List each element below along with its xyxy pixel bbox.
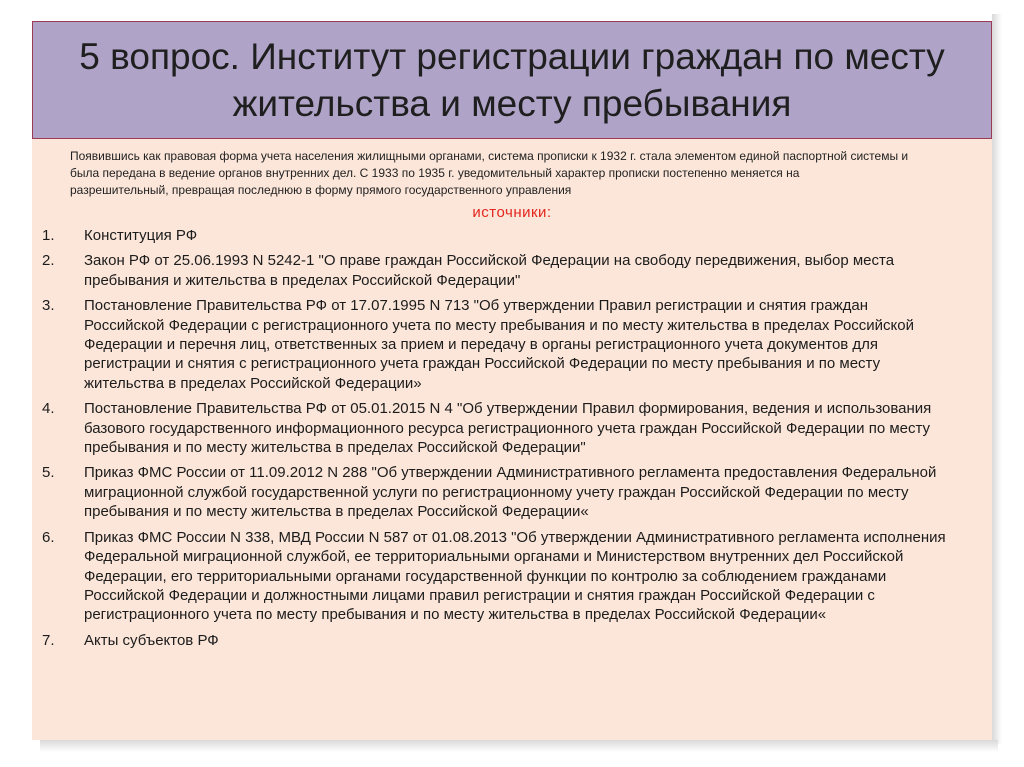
source-text-line: пребывания и по месту жительства в пределах Российской Федерации« xyxy=(84,503,589,521)
source-item xyxy=(32,463,992,521)
slide-shadow-bottom xyxy=(40,740,998,752)
intro-paragraph xyxy=(62,148,980,199)
source-text-line: регистрации и снятия с регистрационного учета граждан Российской Федерации по месту пребывания и по месту xyxy=(84,355,881,373)
source-number: 1. xyxy=(42,227,55,244)
source-text-line: Постановление Правительства РФ от 05.01.2015 N 4 "Об утверждении Правил формирования, ведения и использования xyxy=(84,400,932,418)
source-number: 6. xyxy=(42,528,55,546)
source-text-line: Конституция РФ xyxy=(84,227,198,244)
title-banner xyxy=(32,21,992,139)
slide-title xyxy=(72,33,952,127)
intro-line: была передана в ведение органов внутренних дел. С 1933 по 1935 г. уведомительный характер прописки постепенно меняется на xyxy=(70,166,800,180)
source-text-line: Российской Федерации с регистрационного учета по месту пребывания и по месту жительства в пределах Российской xyxy=(84,316,914,334)
source-text-line: Закон РФ от 25.06.1993 N 5242-1 "О праве граждан Российской Федерации на свободу передвижения, выбор места xyxy=(84,252,895,270)
slide xyxy=(32,21,992,740)
source-text-line: Постановление Правительства РФ от 17.07.1995 N 713 "Об утверждении Правил регистрации и снятия граждан xyxy=(84,297,869,315)
source-text-line: Федерации и перечня лиц, ответственных за прием и передачу в органы регистрационного учета документов для xyxy=(84,336,879,354)
intro-line: Появившись как правовая форма учета населения жилищными органами, система прописки к 1932 г. стала элементом единой паспортной системы и xyxy=(70,149,909,163)
source-text-line: Приказ ФМС России от 11.09.2012 N 288 "Об утверждении Административного регламента предоставления Федеральной xyxy=(84,464,937,482)
source-item xyxy=(32,399,992,457)
source-text-line: жительства в пределах Российской Федерации» xyxy=(84,374,422,392)
source-text-line: Российской Федерации и должностными лицами правил регистрации и снятия граждан Российской Федерации с xyxy=(84,586,875,604)
source-text-line: Акты субъектов РФ xyxy=(84,631,219,649)
source-item xyxy=(32,226,992,245)
source-text-line: миграционной службой государственной услуги по регистрационному учету граждан Российской Федерации по месту xyxy=(84,483,909,501)
slide-title-line-1: 5 вопрос. Институт регистрации граждан по месту xyxy=(79,36,945,77)
sources-heading: источники: xyxy=(472,204,552,221)
source-item xyxy=(32,251,992,290)
source-number: 7. xyxy=(42,631,55,649)
source-text-line: Федеральной миграционной службой, ее территориальными органами и Министерством внутренних дел Российской xyxy=(84,548,904,566)
source-item xyxy=(32,631,992,650)
intro-line: разрешительный, превращая последнюю в форму прямого государственного управления xyxy=(70,183,572,197)
source-number: 2. xyxy=(42,252,55,270)
source-item xyxy=(32,528,992,625)
slide-shadow-right xyxy=(992,14,1002,744)
source-number: 3. xyxy=(42,297,55,315)
source-text-line: пребывания и по месту жительства в пределах Российской Федерации" xyxy=(84,439,586,457)
source-text-line: пребывания и жительства в пределах Российской Федерации" xyxy=(84,271,521,289)
source-text-line: базового государственного информационного ресурса регистрационного учета граждан Российской Федерации по месту xyxy=(84,419,931,437)
source-text-line: Федерации, его территориальными органами государственной функции по контролю за соблюдением гражданами xyxy=(84,567,887,585)
slide-title-line-2: жительства и месту пребывания xyxy=(232,83,792,124)
sources-list xyxy=(32,226,992,656)
source-item xyxy=(32,296,992,393)
source-text-line: Приказ ФМС России N 338, МВД России N 587 от 01.08.2013 "Об утверждении Административного регламента исполнения xyxy=(84,528,946,546)
source-number: 4. xyxy=(42,400,55,418)
source-text-line: регистрационного учета по месту пребывания и по месту жительства в пределах Российской Федерации« xyxy=(84,606,827,624)
source-number: 5. xyxy=(42,464,55,482)
